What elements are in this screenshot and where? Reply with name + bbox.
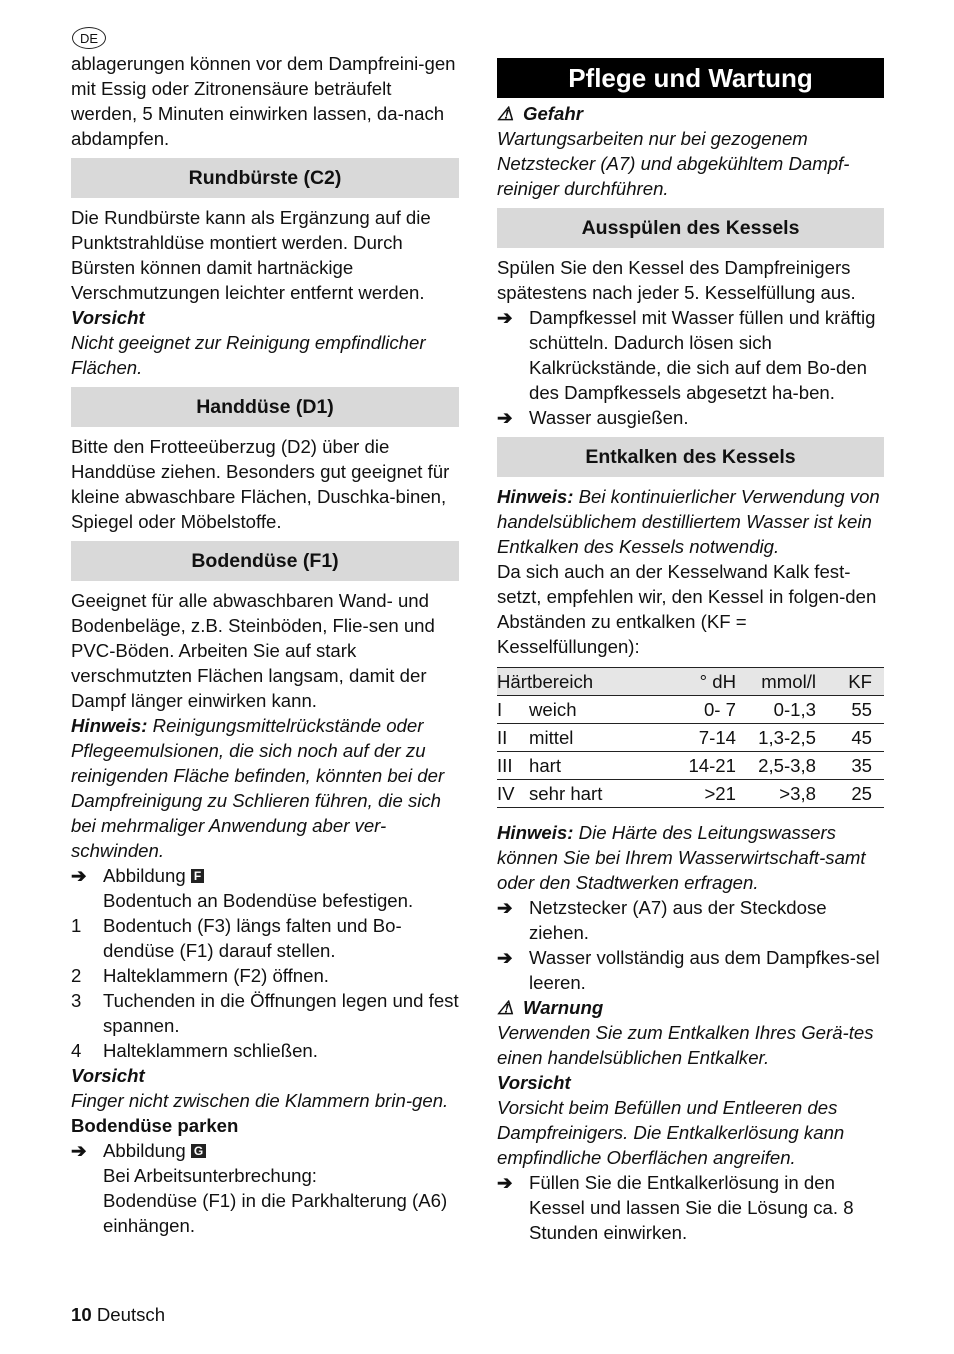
figure-letter-badge: F [191, 869, 204, 883]
park-heading: Bodendüse parken [71, 1115, 239, 1136]
language-badge: DE [72, 27, 106, 49]
note-label: Hinweis: [497, 486, 574, 507]
step-text: Halteklammern schließen. [103, 1040, 318, 1061]
section-heading-ausspuelen: Ausspülen des Kessels [497, 208, 884, 248]
arrow-item [497, 1170, 884, 1245]
table-cell: 45 [851, 727, 872, 748]
table-header: ° dH [699, 671, 736, 692]
warning-triangle-icon: ⚠ [497, 997, 514, 1018]
note-paragraph [497, 484, 884, 559]
arrow-icon: ➔ [497, 897, 513, 918]
arrow-text: Netzstecker (A7) aus der Steckdose ziehen. [529, 897, 827, 943]
arrow-icon: ➔ [497, 1172, 513, 1193]
table-row [497, 752, 884, 780]
arrow-subtext: Bodentuch an Bodendüse befestigen. [103, 890, 414, 911]
table-cell: 14-21 [688, 755, 736, 776]
ausspuelen-text: Spülen Sie den Kessel des Dampfreinigers spätestens nach jeder 5. Kesselfüllung aus. [497, 257, 856, 303]
table-cell: hart [529, 755, 562, 776]
section-heading-rundbuerste: Rundbürste (C2) [71, 158, 459, 198]
arrow-item [71, 1138, 459, 1238]
left-column [71, 51, 459, 1238]
arrow-item [497, 405, 884, 430]
arrow-text: Füllen Sie die Entkalkerlösung in den Kessel und lassen Sie die Lösung ca. 8 Stunden einwirken. [529, 1172, 854, 1243]
table-cell: mittel [529, 727, 574, 748]
table-cell: weich [529, 699, 577, 720]
arrow-icon: ➔ [71, 1140, 87, 1161]
note-paragraph [497, 820, 884, 895]
arrow-text: Wasser ausgießen. [529, 407, 689, 428]
step-item [71, 913, 459, 963]
warning-label-row [497, 995, 884, 1020]
step-number: 3 [71, 990, 82, 1011]
table-row [497, 724, 884, 752]
handduese-text: Bitte den Frotteeüberzug (D2) über die Handdüse ziehen. Besonders gut geeignet für kleine abwaschbare Flächen, Duschka-binen, Spiegel oder Möbelstoffe. [71, 436, 450, 532]
step-text: Bodentuch (F3) längs falten und Bo-dendüse (F1) darauf stellen. [103, 915, 402, 961]
hardness-table [497, 667, 884, 808]
step-number: 1 [71, 915, 82, 936]
step-number: 4 [71, 1040, 82, 1061]
table-cell: 25 [851, 783, 872, 804]
table-cell: 2,5-3,8 [758, 755, 816, 776]
arrow-icon: ➔ [497, 307, 513, 328]
step-number: 2 [71, 965, 82, 986]
arrow-item [497, 895, 884, 945]
figure-ref-text: Abbildung [103, 865, 186, 886]
table-header: KF [848, 671, 872, 692]
section-heading-handduese: Handdüse (D1) [71, 387, 459, 427]
table-cell: II [497, 727, 508, 748]
danger-label: Gefahr [523, 103, 583, 124]
table-cell: III [497, 755, 513, 776]
arrow-subtext: Bei Arbeitsunterbrechung: [103, 1165, 317, 1186]
table-row [497, 780, 884, 808]
note-text: Bei kontinuierlicher Verwendung von handelsüblichem destilliertem Wasser ist kein Entkalken des Kessels notwendig. [497, 486, 880, 557]
figure-letter-badge: G [191, 1144, 206, 1158]
footer-language: Deutsch [96, 1304, 166, 1325]
table-header: Härtbereich [497, 671, 594, 692]
table-cell: I [497, 699, 503, 720]
caution-text: Vorsicht beim Befüllen und Entleeren des Dampfreinigers. Die Entkalkerlösung kann empfindliche Oberflächen angreifen. [497, 1097, 845, 1168]
danger-label-row [497, 101, 884, 126]
table-cell: 7-14 [698, 727, 736, 748]
step-item [71, 988, 459, 1038]
page-footer [71, 1302, 165, 1327]
chapter-heading: Pflege und Wartung [497, 58, 884, 98]
table-cell: 1,3-2,5 [758, 727, 816, 748]
section-heading-bodenduese: Bodendüse (F1) [71, 541, 459, 581]
table-row [497, 696, 884, 724]
section-heading-entkalken: Entkalken des Kessels [497, 437, 884, 477]
note-text: Die Härte des Leitungswassers können Sie bei Ihrem Wasserwirtschaft-samt oder den Stadtwerken erfragen. [497, 822, 866, 893]
table-cell: >21 [704, 783, 736, 804]
arrow-item [497, 945, 884, 995]
caution-text: Nicht geeignet zur Reinigung empfindlicher Flächen. [71, 332, 426, 378]
entkalken-text: Da sich auch an der Kesselwand Kalk fest-setzt, empfehlen wir, den Kessel in folgen-den Abständen zu entkalken (KF = Kesselfüllungen): [497, 561, 877, 657]
step-text: Tuchenden in die Öffnungen legen und fest spannen. [103, 990, 459, 1036]
arrow-text: Dampfkessel mit Wasser füllen und kräftig schütteln. Dadurch lösen sich Kalkrückstände, die sich auf dem Bo-den des Dampfkessels abgesetzt ha-ben. [529, 307, 876, 403]
figure-ref-text: Abbildung [103, 1140, 186, 1161]
note-label: Hinweis: [497, 822, 574, 843]
intro-paragraph: ablagerungen können vor dem Dampfreini-gen mit Essig oder Zitronensäure beträufelt werden, 5 Minuten einwirken lassen, da-nach abdampfen. [71, 53, 456, 149]
arrow-item [71, 863, 459, 913]
caution-label: Vorsicht [71, 307, 145, 328]
note-paragraph [71, 713, 459, 863]
warning-label: Warnung [523, 997, 604, 1018]
arrow-text: Wasser vollständig aus dem Dampfkes-sel leeren. [529, 947, 880, 993]
step-item [71, 963, 459, 988]
step-item [71, 1038, 459, 1063]
arrow-icon: ➔ [497, 947, 513, 968]
table-cell: IV [497, 783, 515, 804]
caution-label: Vorsicht [71, 1065, 145, 1086]
table-cell: 0- 7 [703, 699, 736, 720]
warning-text: Verwenden Sie zum Entkalken Ihres Gerä-tes einen handelsüblichen Entkalker. [497, 1022, 874, 1068]
danger-text: Wartungsarbeiten nur bei gezogenem Netzstecker (A7) und abgekühltem Dampf-reiniger durchführen. [497, 128, 850, 199]
bodenduese-text: Geeignet für alle abwaschbaren Wand- und Bodenbeläge, z.B. Steinböden, Flie-sen und PVC-Böden. Arbeiten Sie auf stark verschmutzten Flächen langsam, damit der Dampf länger einwirken kann. [71, 590, 435, 711]
arrow-icon: ➔ [497, 407, 513, 428]
arrow-item [497, 305, 884, 405]
arrow-subtext: Bodendüse (F1) in die Parkhalterung (A6) einhängen. [103, 1190, 448, 1236]
table-header-row [497, 668, 884, 696]
step-text: Halteklammern (F2) öffnen. [103, 965, 329, 986]
right-column [497, 51, 884, 1245]
arrow-icon: ➔ [71, 865, 87, 886]
table-cell: >3,8 [779, 783, 816, 804]
page-number: 10 [71, 1304, 92, 1325]
note-label: Hinweis: [71, 715, 148, 736]
table-header: mmol/l [761, 671, 816, 692]
note-text: Reinigungsmittelrückstände oder Pflegeemulsionen, die sich noch auf der zu reinigenden Fläche befinden, könnten bei der Dampfreinigung zu Schlieren führen, die sich bei mehrmaliger Anwendung aber ver-schwinden. [71, 715, 445, 861]
warning-triangle-icon: ⚠ [497, 103, 514, 124]
rundbuerste-text: Die Rundbürste kann als Ergänzung auf die Punktstrahldüse montiert werden. Durch Bürsten können damit hartnäckige Verschmutzungen leichter entfernt werden. [71, 207, 431, 303]
table-cell: 55 [851, 699, 872, 720]
caution-label: Vorsicht [497, 1072, 571, 1093]
table-cell: sehr hart [529, 783, 603, 804]
table-cell: 0-1,3 [773, 699, 816, 720]
caution-text: Finger nicht zwischen die Klammern brin-gen. [71, 1090, 449, 1111]
table-cell: 35 [851, 755, 872, 776]
